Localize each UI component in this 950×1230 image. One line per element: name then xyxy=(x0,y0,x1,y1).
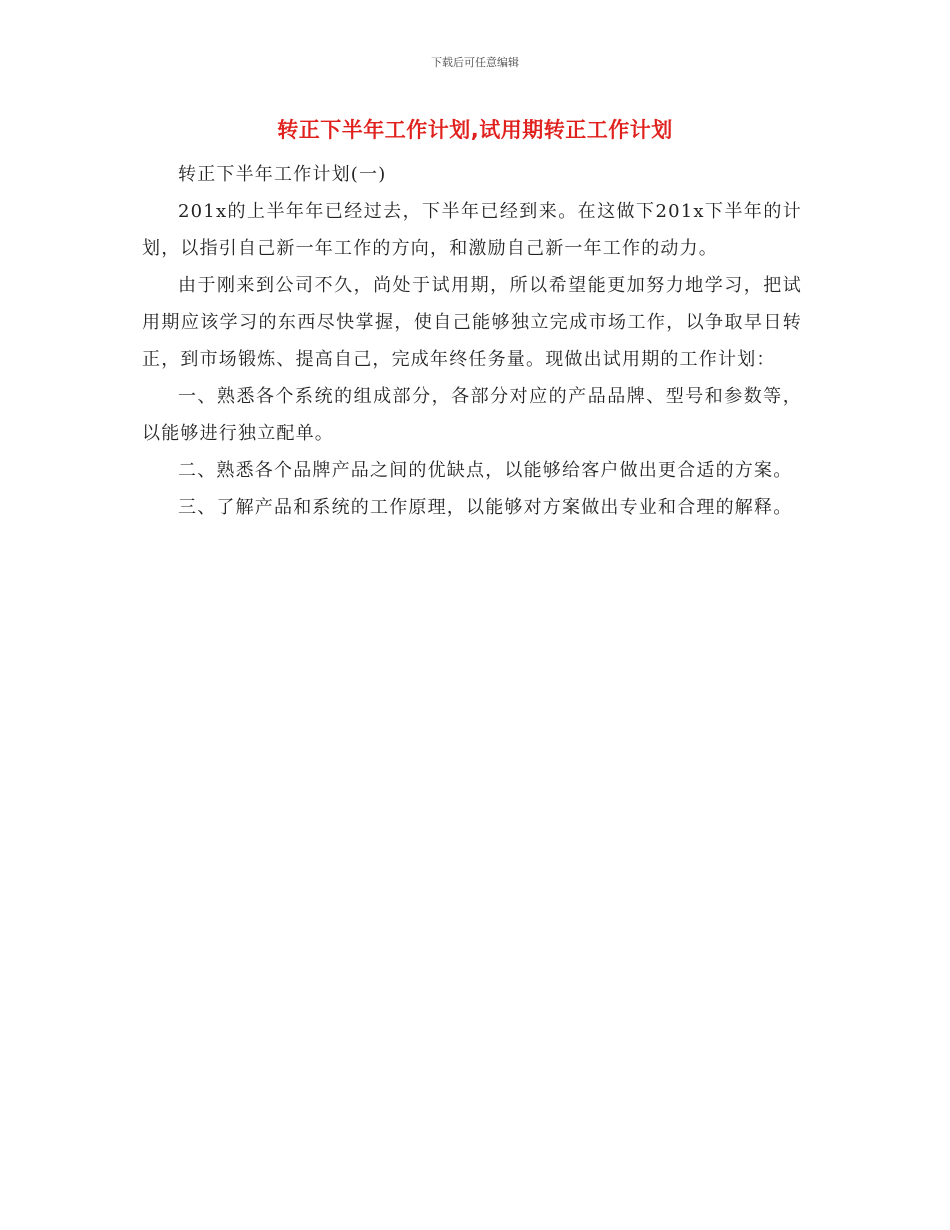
list-item: 一、熟悉各个系统的组成部分，各部分对应的产品品牌、型号和参数等，以能够进行独立配单。 xyxy=(142,386,802,444)
paragraph: 201x的上半年年已经过去，下半年已经到来。在这做下201x下半年的计划，以指引自己新一年工作的方向，和激励自己新一年工作的动力。 xyxy=(142,201,802,259)
list-item: 二、熟悉各个品牌产品之间的优缺点，以能够给客户做出更合适的方案。 xyxy=(178,460,793,481)
document-body xyxy=(142,156,802,526)
section-heading: 转正下半年工作计划(一) xyxy=(178,164,387,185)
document-title: 转正下半年工作计划,试用期转正工作计划 xyxy=(277,118,673,142)
list-item: 三、了解产品和系统的工作原理，以能够对方案做出专业和合理的解释。 xyxy=(178,497,793,518)
paragraph: 由于刚来到公司不久，尚处于试用期，所以希望能更加努力地学习，把试用期应该学习的东西尽快掌握，使自己能够独立完成市场工作，以争取早日转正，到市场锻炼、提高自己，完成年终任务量。现做出试用期的工作计划： xyxy=(142,275,802,370)
header-note: 下载后可任意编辑 xyxy=(431,56,519,69)
